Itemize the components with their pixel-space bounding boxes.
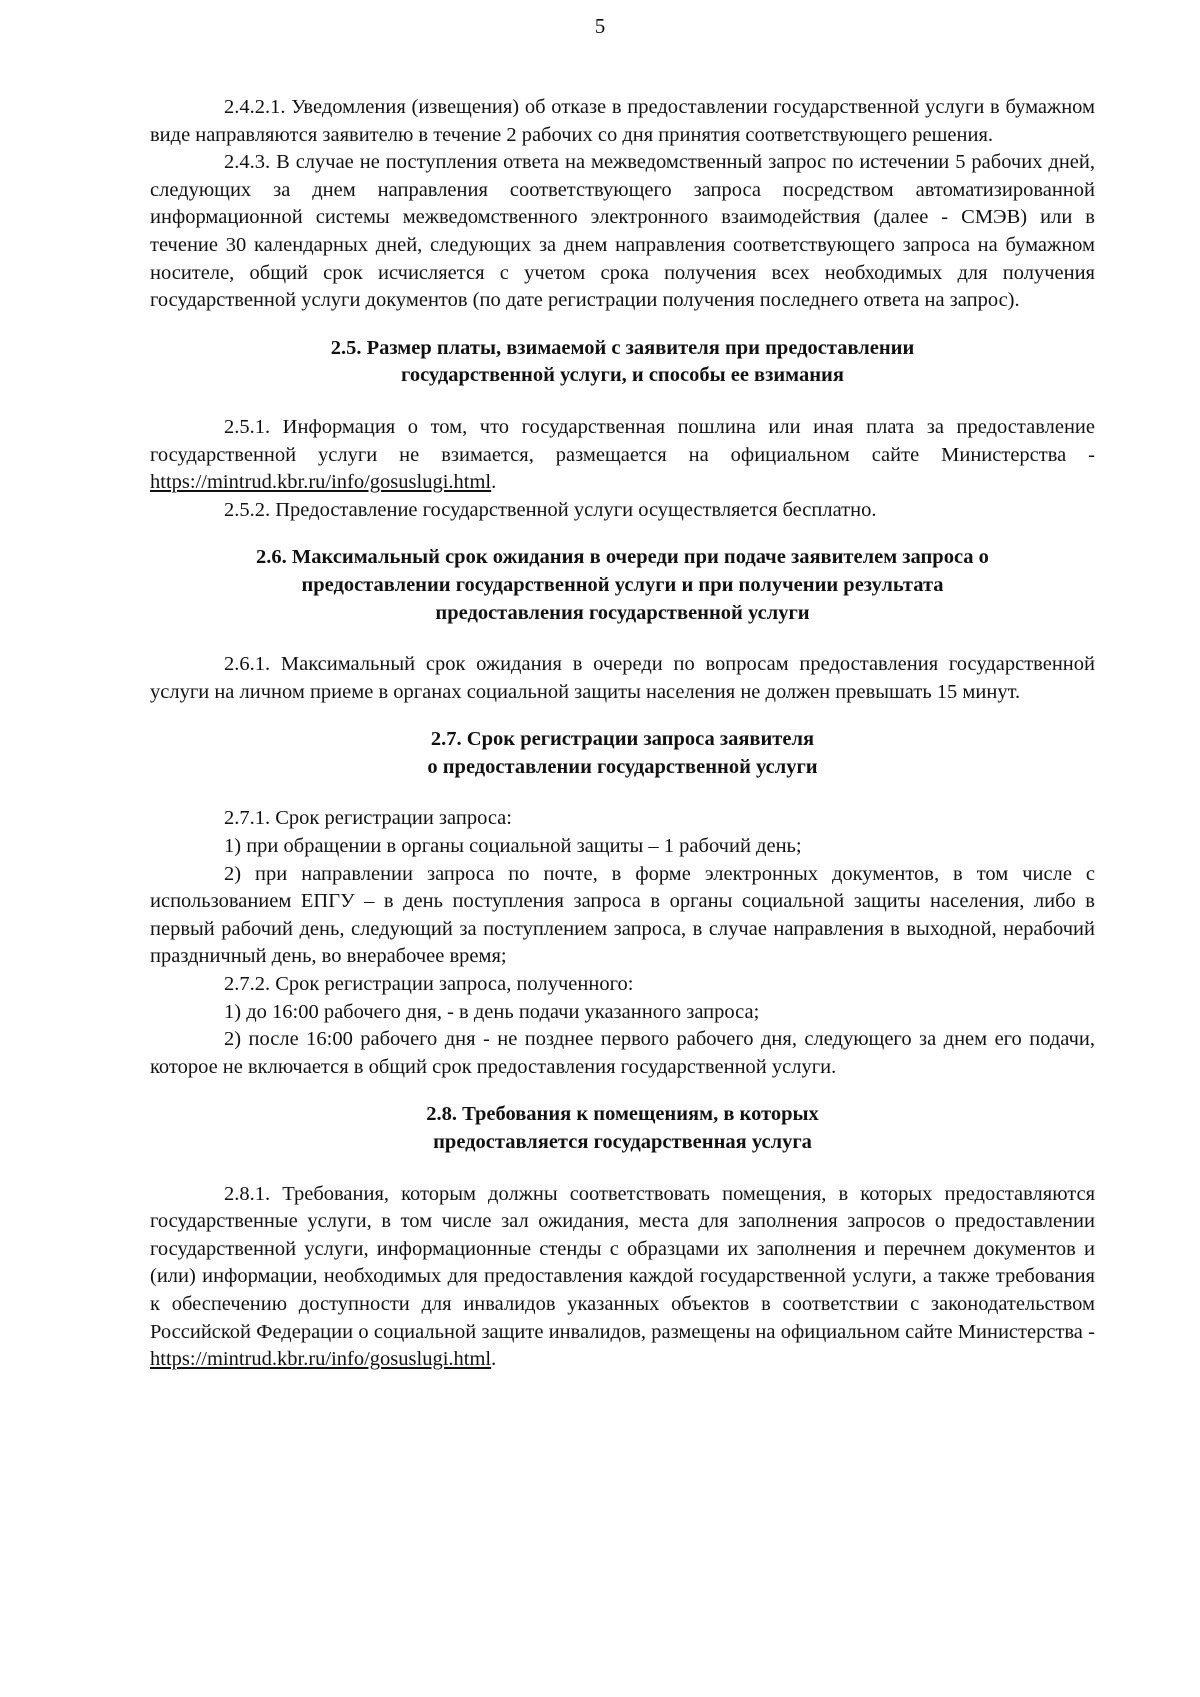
heading-line: 2.8. Требования к помещениям, в которых [426, 1103, 819, 1126]
heading-line: 2.7. Срок регистрации запроса заявителя [430, 728, 815, 751]
section-heading-2-7 [150, 726, 1095, 781]
paragraph-2-8-1 [150, 1181, 1095, 1374]
page-number: 5 [594, 14, 606, 38]
paragraph-2-4-3: 2.4.3. В случае не поступления ответа на межведомственный запрос по истечении 5 рабочих дней, следующих за днем направления соответствующего запроса посредством автоматизированной информационной системы межведомственного электронного взаимодействия (далее - СМЭВ) или в течение 30 календарных дней, следующих за днем направления соответствующего запроса на бумажном носителе, общий срок исчисляется с учетом срока получения всех необходимых для получения государственной услуги документов (по дате регистрации получения последнего ответа на запрос). [150, 151, 1095, 312]
paragraph-end: . [491, 1348, 497, 1371]
paragraph-2-7-1: 2.7.1. Срок регистрации запроса: [224, 807, 512, 830]
paragraph-2-6-1: 2.6.1. Максимальный срок ожидания в очереди по вопросам предоставления государственной услуги на личном приеме в органах социальной защиты населения не должен превышать 15 минут. [150, 653, 1095, 703]
ministry-site-link[interactable]: https://mintrud.kbr.ru/info/gosuslugi.html [150, 471, 492, 494]
section-heading-2-6 [150, 544, 1095, 627]
heading-line: о предоставлении государственной услуги [427, 755, 818, 778]
list-item: 1) при обращении в органы социальной защиты – 1 рабочий день; [224, 835, 802, 858]
list-item: 1) до 16:00 рабочего дня, - в день подачи указанного запроса; [224, 1000, 760, 1023]
paragraph-text: 2.5.1. Информация о том, что государственная пошлина или иная плата за предоставление государственной услуги не взимается, размещается на официальном сайте Министерства - [150, 415, 1095, 466]
section-heading-2-5 [150, 335, 1095, 390]
paragraph-2-5-1 [150, 414, 1095, 497]
document-body [150, 94, 1095, 1374]
paragraph-end: . [491, 471, 497, 494]
ministry-site-link[interactable]: https://mintrud.kbr.ru/info/gosuslugi.html [150, 1348, 492, 1371]
heading-line: 2.5. Размер платы, взимаемой с заявителя при предоставлении [330, 336, 915, 359]
paragraph-text: 2.8.1. Требования, которым должны соответствовать помещения, в которых предоставляются государственные услуги, в том числе зал ожидания, места для заполнения запросов о предоставлении государственной услуги, информационные стенды с образцами их заполнения и перечнем документов и (или) информации, необходимых для предоставления каждой государственной услуги, а также требования к обеспечению доступности для инвалидов указанных объектов в соответствии с законодательством Российской Федерации о социальной защите инвалидов, размещены на официальном сайте Министерства - [150, 1182, 1095, 1343]
list-item: 2) после 16:00 рабочего дня - не позднее первого рабочего дня, следующего за днем его подачи, которое не включается в общий срок предоставления государственной услуги. [150, 1028, 1095, 1078]
heading-line: государственной услуги, и способы ее взимания [401, 364, 844, 387]
paragraph-2-7-2: 2.7.2. Срок регистрации запроса, полученного: [224, 973, 634, 996]
heading-line: предоставлении государственной услуги и при получении результата [301, 573, 944, 596]
section-heading-2-8 [150, 1101, 1095, 1156]
heading-line: предоставления государственной услуги [435, 601, 810, 624]
heading-line: 2.6. Максимальный срок ожидания в очереди при подаче заявителем запроса о [256, 546, 989, 569]
heading-line: предоставляется государственная услуга [433, 1131, 812, 1153]
list-item: 2) при направлении запроса по почте, в форме электронных документов, в том числе с использованием ЕПГУ – в день поступления запроса в органы социальной защиты населения, либо в первый рабочий день, следующий за поступлением запроса, в случае направления в выходной, нерабочий праздничный день, во внерабочее время; [150, 862, 1095, 968]
paragraph-2-5-2: 2.5.2. Предоставление государственной услуги осуществляется бесплатно. [224, 498, 877, 521]
paragraph-2-4-2-1: 2.4.2.1. Уведомления (извещения) об отказе в предоставлении государственной услуги в бумажном виде направляются заявителю в течение 2 рабочих со дня принятия соответствующего решения. [150, 96, 1095, 146]
